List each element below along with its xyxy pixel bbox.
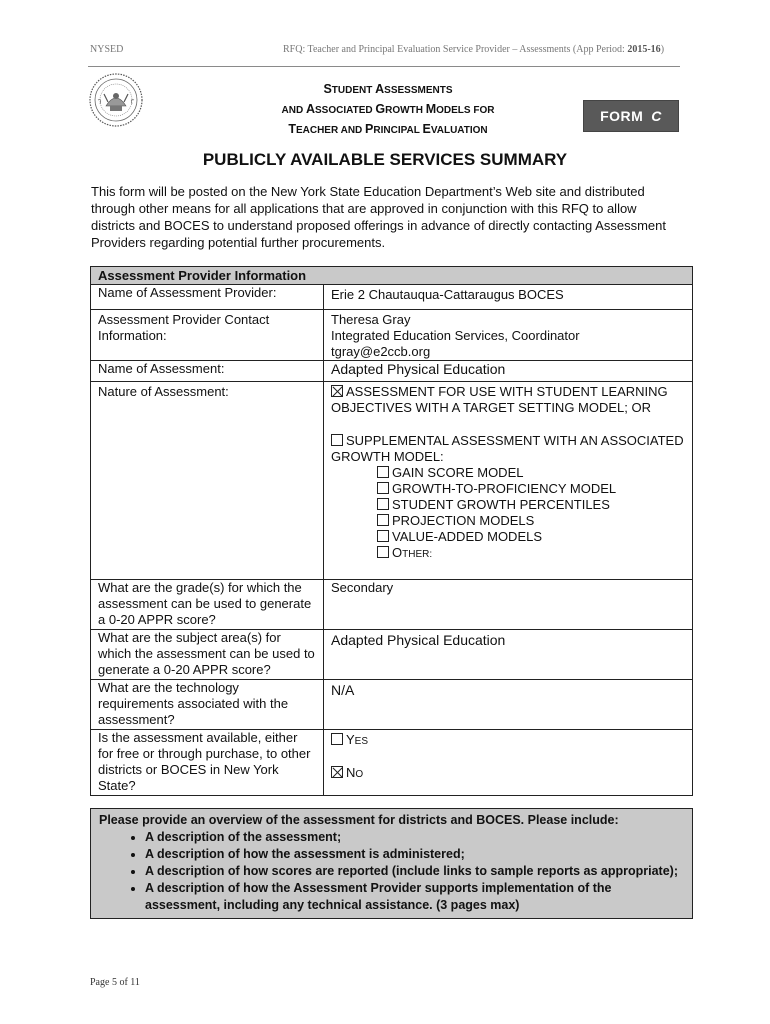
table-row-assessment-name xyxy=(91,361,693,382)
technology-value: N/A xyxy=(324,680,693,730)
title-line-3: TEACHER AND PRINCIPAL EVALUATION xyxy=(288,122,488,136)
nature-option-slo[interactable]: ASSESSMENT FOR USE WITH STUDENT LEARNING OBJECTIVES WITH A TARGET SETTING MODEL; OR xyxy=(331,384,668,415)
form-c-badge: FORM C xyxy=(583,100,679,132)
list-item: • A description of how scores are reported (include links to sample reports as appropriate); xyxy=(145,863,684,880)
availability-options xyxy=(324,730,693,796)
table-row-nature xyxy=(91,382,693,580)
growth-model-option-0[interactable]: GAIN SCORE MODEL xyxy=(331,465,685,481)
title-line-2: AND ASSOCIATED GROWTH MODELS FOR xyxy=(281,102,495,116)
grades-value: Secondary xyxy=(324,580,693,630)
spacer xyxy=(331,416,685,433)
assessment-provider-table xyxy=(90,266,693,796)
growth-model-option-1[interactable]: GROWTH-TO-PROFICIENCY MODEL xyxy=(331,481,685,497)
header-right-rfq: RFQ: Teacher and Principal Evaluation Service Provider – Assessments (App Period: 2015-16) xyxy=(283,44,665,55)
contact-email: tgray@e2ccb.org xyxy=(331,344,431,359)
contact-title: Integrated Education Services, Coordinator xyxy=(331,328,580,343)
checkbox-icon[interactable] xyxy=(377,514,389,526)
assessment-name-label: Name of Assessment: xyxy=(91,361,324,382)
nature-label: Nature of Assessment: xyxy=(91,382,324,580)
provider-name-value: Erie 2 Chautauqua-Cattaraugus BOCES xyxy=(324,285,693,310)
checked-checkbox-icon[interactable] xyxy=(331,766,343,778)
technology-label: What are the technology requirements associated with the assessment? xyxy=(91,680,324,730)
assessment-name-value: Adapted Physical Education xyxy=(324,361,693,382)
list-item: • A description of how the Assessment Provider supports implementation of the assessment, including any technical assistance. (3 pages max) xyxy=(145,880,684,914)
nature-option-growth-model[interactable]: SUPPLEMENTAL ASSESSMENT WITH AN ASSOCIATED GROWTH MODEL: xyxy=(331,433,684,464)
growth-model-option-other[interactable]: OTHER: xyxy=(331,545,685,563)
nys-seal-icon xyxy=(88,72,144,128)
checkbox-icon[interactable] xyxy=(377,546,389,558)
section-header: Assessment Provider Information xyxy=(91,267,693,285)
checkbox-icon[interactable] xyxy=(331,434,343,446)
checked-checkbox-icon[interactable] xyxy=(331,385,343,397)
list-item: • A description of how the assessment is administered; xyxy=(145,846,684,863)
list-item: • A description of the assessment; xyxy=(145,829,684,846)
overview-list xyxy=(99,829,684,914)
page-title: PUBLICLY AVAILABLE SERVICES SUMMARY xyxy=(202,150,568,169)
provider-name-label: Name of Assessment Provider: xyxy=(91,285,324,310)
contact-label: Assessment Provider Contact Information: xyxy=(91,310,324,361)
page-number: Page 5 of 11 xyxy=(90,977,140,988)
checkbox-icon[interactable] xyxy=(377,530,389,542)
availability-no-option[interactable]: NO xyxy=(331,765,685,783)
table-row-grades xyxy=(91,580,693,630)
table-row-subjects xyxy=(91,630,693,680)
intro-paragraph: This form will be posted on the New York State Education Department’s Web site and distributed through other means for all applications that are approved in conjunction with this RFQ to allow districts and BOCES to understand proposed offerings in advance of directly contacting Assessment Providers regarding potential further procurements. xyxy=(91,184,666,250)
table-row-contact xyxy=(91,310,693,361)
growth-model-option-4[interactable]: VALUE-ADDED MODELS xyxy=(331,529,685,545)
contact-value xyxy=(324,310,693,361)
overview-heading: Please provide an overview of the assessment for districts and BOCES. Please include: xyxy=(99,813,619,827)
availability-label: Is the assessment available, either for free or through purchase, to other districts or BOCES in New York State? xyxy=(91,730,324,796)
checkbox-icon[interactable] xyxy=(331,733,343,745)
table-row-provider-name xyxy=(91,285,693,310)
table-row-availability xyxy=(91,730,693,796)
checkbox-icon[interactable] xyxy=(377,498,389,510)
availability-yes-option[interactable]: YES xyxy=(331,732,685,750)
header-left-nysed: NYSED xyxy=(90,44,124,55)
header-divider xyxy=(88,66,680,67)
subjects-value: Adapted Physical Education xyxy=(324,630,693,680)
growth-model-option-2[interactable]: STUDENT GROWTH PERCENTILES xyxy=(331,497,685,513)
spacer xyxy=(331,750,685,765)
growth-model-option-3[interactable]: PROJECTION MODELS xyxy=(331,513,685,529)
title-line-1: STUDENT ASSESSMENTS xyxy=(323,82,453,96)
table-section-header-row xyxy=(91,267,693,285)
grades-label: What are the grade(s) for which the assessment can be used to generate a 0-20 APPR score? xyxy=(91,580,324,630)
checkbox-icon[interactable] xyxy=(377,482,389,494)
nature-options xyxy=(324,382,693,580)
checkbox-icon[interactable] xyxy=(377,466,389,478)
subjects-label: What are the subject area(s) for which the assessment can be used to generate a 0-20 APPR score? xyxy=(91,630,324,680)
overview-instructions-box xyxy=(90,808,693,919)
table-row-technology xyxy=(91,680,693,730)
form-title-block xyxy=(240,80,536,140)
contact-name: Theresa Gray xyxy=(331,312,411,327)
